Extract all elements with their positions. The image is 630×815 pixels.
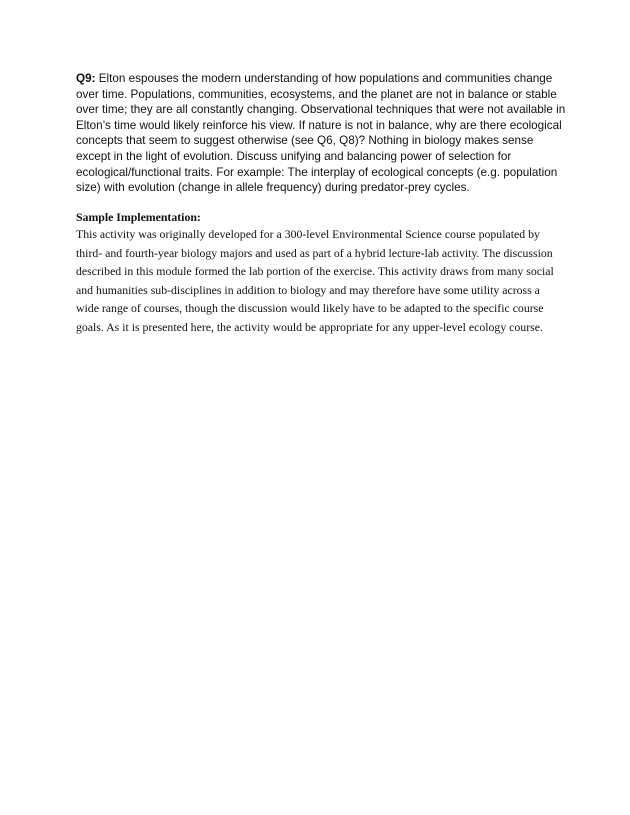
question-9-line: Elton’s time would likely reinforce his view. If nature is not in balance, why are there ecological bbox=[76, 118, 562, 132]
question-9-label: Q9: bbox=[76, 72, 96, 85]
sample-implementation-line: goals. As it is presented here, the activity would be appropriate for any upper-level ecology course. bbox=[76, 319, 543, 334]
sample-implementation-line: third- and fourth-year biology majors and used as part of a hybrid lecture-lab activity. The discussion bbox=[76, 245, 553, 260]
question-9-line: ecological/functional traits. For example: The interplay of ecological concepts (e.g. population bbox=[76, 165, 558, 179]
sample-implementation-section bbox=[76, 209, 562, 337]
question-9-line: except in the light of evolution. Discuss unifying and balancing power of selection for bbox=[76, 149, 512, 163]
question-9-line: over time. Populations, communities, ecosystems, and the planet are not in balance or stable bbox=[76, 87, 557, 101]
question-9-line bbox=[76, 71, 562, 87]
sample-implementation-line: and humanities sub-disciplines in addition to biology and may therefore have some utility across a bbox=[76, 282, 540, 297]
sample-implementation-line: described in this module formed the lab portion of the exercise. This activity draws from many social bbox=[76, 264, 554, 279]
question-9-paragraph bbox=[76, 71, 566, 196]
question-9-text: Elton espouses the modern understanding of how populations and communities change bbox=[95, 72, 553, 85]
question-9-line: size) with evolution (change in allele frequency) during predator-prey cycles. bbox=[76, 181, 470, 195]
question-9-line: concepts that seem to suggest otherwise (see Q6, Q8)? Nothing in biology makes sense bbox=[76, 134, 534, 148]
question-9-line: over time; they are all constantly changing. Observational techniques that were not available in bbox=[76, 103, 566, 117]
sample-implementation-line: This activity was originally developed for a 300-level Environmental Science course populated by bbox=[76, 227, 540, 241]
sample-implementation-heading: Sample Implementation: bbox=[76, 210, 201, 224]
sample-implementation-line: wide range of courses, though the discussion would likely have to be adapted to the specific course bbox=[76, 301, 544, 316]
sample-implementation-paragraph bbox=[76, 225, 562, 337]
